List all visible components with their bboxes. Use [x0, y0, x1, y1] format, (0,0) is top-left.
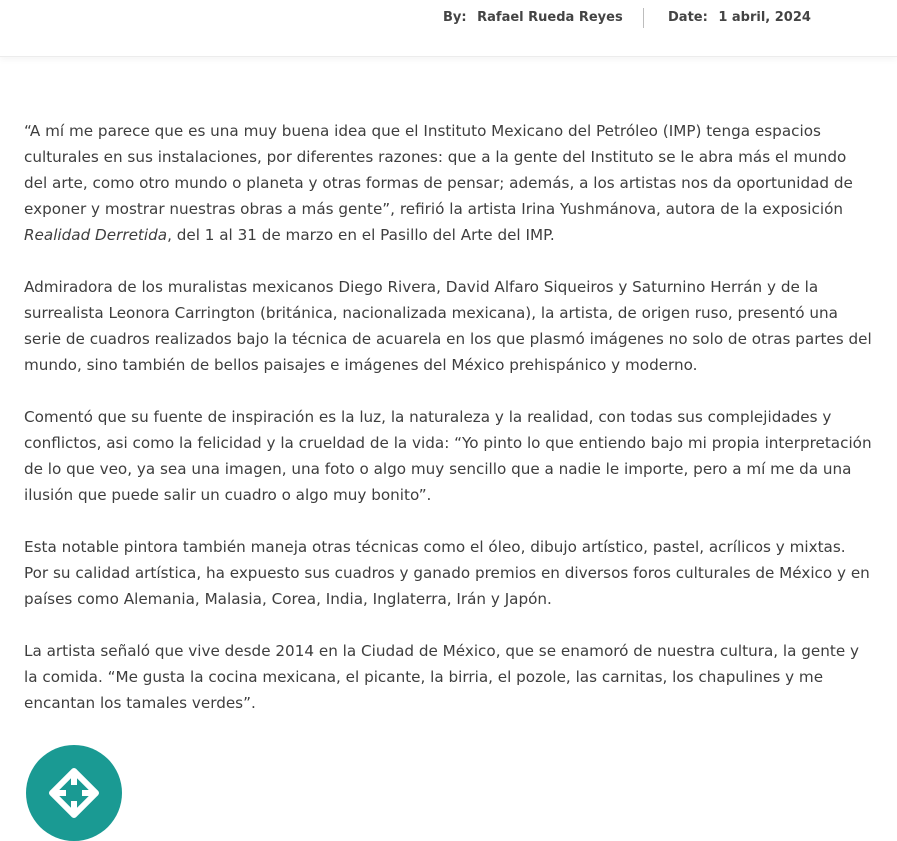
author-name[interactable]: Rafael Rueda Reyes — [477, 10, 623, 25]
article-paragraph-5: La artista señaló que vive desde 2014 en la Ciudad de México, que se enamoró de nuestra cultura, la gente y la comida. “Me gusta la cocina mexicana, el picante, la birria, el pozole, las carnitas, los chapulines y me encantan los tamales verdes”. — [24, 642, 859, 712]
date-label: Date: — [668, 10, 708, 25]
aperture-icon — [44, 763, 104, 823]
photo-app-icon[interactable] — [26, 745, 122, 841]
paragraph-1-text-start: “A mí me parece que es una muy buena idea que el Instituto Mexicano del Petróleo (IMP) tenga espacios culturales en sus instalaciones, por diferentes razones: que a la gente del Instituto se le abra más el mundo del arte, como otro mundo o planeta y otras formas de pensar; además, a los artistas nos da oportunidad de exponer y mostrar nuestras obras a más gente”, refirió la artista Irina Yushmánova, autora de la exposición — [24, 122, 853, 218]
article-paragraph-4: Esta notable pintora también maneja otras técnicas como el óleo, dibujo artístico, pastel, acrílicos y mixtas. Por su calidad artística, ha expuesto sus cuadros y ganado premios en diversos foros culturales de México y en países como Alemania, Malasia, Corea, India, Inglaterra, Irán y Japón. — [24, 538, 870, 608]
paragraph-1-text-end: , del 1 al 31 de marzo en el Pasillo del Arte del IMP. — [167, 226, 555, 244]
date-value: 1 abril, 2024 — [718, 10, 811, 25]
byline-divider — [643, 8, 644, 28]
exhibition-title: Realidad Derretida — [24, 226, 168, 244]
article-paragraph-2: Admiradora de los muralistas mexicanos Diego Rivera, David Alfaro Siqueiros y Saturnino Herrán y de la surrealista Leonora Carrington (británica, nacionalizada mexicana), la artista, de origen ruso, presentó una serie de cuadros realizados bajo la técnica de acuarela en los que plasmó imágenes no solo de otras partes del mundo, sino también de bellos paisajes e imágenes del México prehispánico y moderno. — [24, 278, 872, 374]
article-paragraph-1 — [24, 118, 872, 248]
author-byline — [443, 10, 623, 25]
author-label: By: — [443, 10, 467, 25]
publish-date — [668, 10, 811, 25]
article-body — [24, 118, 872, 742]
article-paragraph-3: Comentó que su fuente de inspiración es la luz, la naturaleza y la realidad, con todas sus complejidades y conflictos, asi como la felicidad y la crueldad de la vida: “Yo pinto lo que entiendo bajo mi propia interpretación de lo que veo, ya sea una imagen, una foto o algo muy sencillo que a nadie le importe, pero a mí me da una ilusión que puede salir un cuadro o algo muy bonito”. — [24, 408, 872, 504]
article-meta-bar — [0, 0, 897, 57]
